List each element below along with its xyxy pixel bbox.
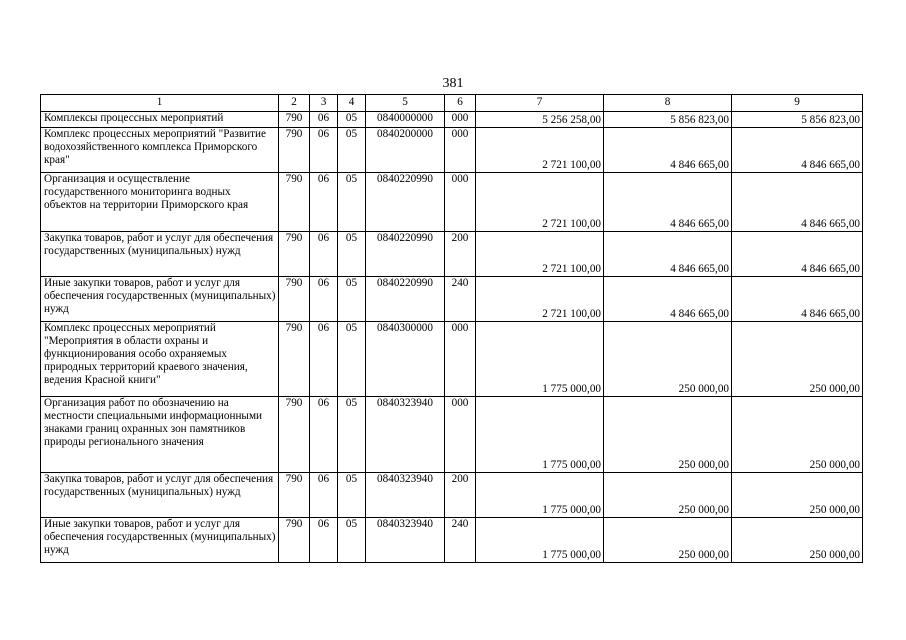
budget-table bbox=[40, 94, 863, 563]
col-2: 790 bbox=[279, 277, 310, 322]
col-2: 790 bbox=[279, 322, 310, 397]
amount-8: 4 846 665,00 bbox=[604, 128, 732, 173]
col-3: 06 bbox=[310, 277, 338, 322]
page-number: 381 bbox=[442, 76, 464, 91]
header-cell: 3 bbox=[310, 95, 338, 112]
col-5: 0840323940 bbox=[366, 397, 445, 473]
table-row bbox=[41, 277, 863, 322]
amount-7: 2 721 100,00 bbox=[476, 232, 604, 277]
col-2: 790 bbox=[279, 112, 310, 128]
col-5: 0840220990 bbox=[366, 232, 445, 277]
table-row bbox=[41, 232, 863, 277]
col-5: 0840300000 bbox=[366, 322, 445, 397]
amount-8: 5 856 823,00 bbox=[604, 112, 732, 128]
header-cell: 6 bbox=[445, 95, 476, 112]
table-row bbox=[41, 173, 863, 232]
amount-9: 5 856 823,00 bbox=[732, 112, 863, 128]
amount-9: 250 000,00 bbox=[732, 322, 863, 397]
amount-7: 5 256 258,00 bbox=[476, 112, 604, 128]
col-3: 06 bbox=[310, 397, 338, 473]
header-cell: 7 bbox=[476, 95, 604, 112]
table-row bbox=[41, 128, 863, 173]
row-name: Иные закупки товаров, работ и услуг для обеспечения государственных (муниципальных) нужд bbox=[41, 277, 279, 322]
amount-7: 1 775 000,00 bbox=[476, 322, 604, 397]
amount-9: 250 000,00 bbox=[732, 518, 863, 563]
col-6: 000 bbox=[445, 322, 476, 397]
col-2: 790 bbox=[279, 173, 310, 232]
col-6: 200 bbox=[445, 473, 476, 518]
table-row bbox=[41, 112, 863, 128]
col-3: 06 bbox=[310, 473, 338, 518]
amount-7: 2 721 100,00 bbox=[476, 128, 604, 173]
col-4: 05 bbox=[338, 277, 366, 322]
row-name: Комплекс процессных мероприятий "Мероприятия в области охраны и функционирования особо охраняемых природных территорий краевого значения, ведения Красной книги" bbox=[41, 322, 279, 397]
col-6: 240 bbox=[445, 518, 476, 563]
table-row bbox=[41, 397, 863, 473]
header-cell: 8 bbox=[604, 95, 732, 112]
table-row bbox=[41, 518, 863, 563]
col-6: 000 bbox=[445, 112, 476, 128]
col-4: 05 bbox=[338, 518, 366, 563]
amount-8: 4 846 665,00 bbox=[604, 232, 732, 277]
row-name: Комплекс процессных мероприятий "Развитие водохозяйственного комплекса Приморского края" bbox=[41, 128, 279, 173]
col-6: 000 bbox=[445, 173, 476, 232]
col-3: 06 bbox=[310, 322, 338, 397]
amount-7: 1 775 000,00 bbox=[476, 518, 604, 563]
amount-9: 4 846 665,00 bbox=[732, 173, 863, 232]
col-3: 06 bbox=[310, 128, 338, 173]
row-name: Комплексы процессных мероприятий bbox=[41, 112, 279, 128]
col-2: 790 bbox=[279, 473, 310, 518]
col-3: 06 bbox=[310, 173, 338, 232]
col-4: 05 bbox=[338, 232, 366, 277]
col-3: 06 bbox=[310, 112, 338, 128]
col-4: 05 bbox=[338, 128, 366, 173]
header-cell: 9 bbox=[732, 95, 863, 112]
col-3: 06 bbox=[310, 518, 338, 563]
col-5: 0840323940 bbox=[366, 518, 445, 563]
amount-8: 4 846 665,00 bbox=[604, 277, 732, 322]
row-name: Закупка товаров, работ и услуг для обеспечения государственных (муниципальных) нужд bbox=[41, 232, 279, 277]
row-name: Закупка товаров, работ и услуг для обеспечения государственных (муниципальных) нужд bbox=[41, 473, 279, 518]
col-4: 05 bbox=[338, 473, 366, 518]
header-row bbox=[41, 95, 863, 112]
col-2: 790 bbox=[279, 518, 310, 563]
col-6: 200 bbox=[445, 232, 476, 277]
amount-8: 4 846 665,00 bbox=[604, 173, 732, 232]
col-2: 790 bbox=[279, 232, 310, 277]
row-name: Иные закупки товаров, работ и услуг для обеспечения государственных (муниципальных) нужд bbox=[41, 518, 279, 563]
amount-8: 250 000,00 bbox=[604, 473, 732, 518]
amount-7: 2 721 100,00 bbox=[476, 277, 604, 322]
header-cell: 5 bbox=[366, 95, 445, 112]
amount-9: 4 846 665,00 bbox=[732, 232, 863, 277]
amount-7: 1 775 000,00 bbox=[476, 397, 604, 473]
col-6: 000 bbox=[445, 128, 476, 173]
row-name: Организация работ по обозначению на местности специальными информационными знаками границ охранных зон памятников природы регионального значения bbox=[41, 397, 279, 473]
table-row bbox=[41, 473, 863, 518]
col-3: 06 bbox=[310, 232, 338, 277]
col-4: 05 bbox=[338, 397, 366, 473]
col-5: 0840200000 bbox=[366, 128, 445, 173]
amount-9: 250 000,00 bbox=[732, 473, 863, 518]
amount-8: 250 000,00 bbox=[604, 322, 732, 397]
table-row bbox=[41, 322, 863, 397]
col-5: 0840323940 bbox=[366, 473, 445, 518]
amount-9: 4 846 665,00 bbox=[732, 128, 863, 173]
row-name: Организация и осуществление государственного мониторинга водных объектов на территории Приморского края bbox=[41, 173, 279, 232]
col-6: 000 bbox=[445, 397, 476, 473]
col-4: 05 bbox=[338, 173, 366, 232]
header-cell: 2 bbox=[279, 95, 310, 112]
amount-9: 250 000,00 bbox=[732, 397, 863, 473]
col-6: 240 bbox=[445, 277, 476, 322]
col-5: 0840220990 bbox=[366, 277, 445, 322]
amount-8: 250 000,00 bbox=[604, 397, 732, 473]
col-2: 790 bbox=[279, 128, 310, 173]
amount-7: 1 775 000,00 bbox=[476, 473, 604, 518]
header-cell: 1 bbox=[41, 95, 279, 112]
amount-9: 4 846 665,00 bbox=[732, 277, 863, 322]
amount-8: 250 000,00 bbox=[604, 518, 732, 563]
header-cell: 4 bbox=[338, 95, 366, 112]
col-4: 05 bbox=[338, 322, 366, 397]
col-5: 0840220990 bbox=[366, 173, 445, 232]
col-4: 05 bbox=[338, 112, 366, 128]
amount-7: 2 721 100,00 bbox=[476, 173, 604, 232]
col-5: 0840000000 bbox=[366, 112, 445, 128]
col-2: 790 bbox=[279, 397, 310, 473]
